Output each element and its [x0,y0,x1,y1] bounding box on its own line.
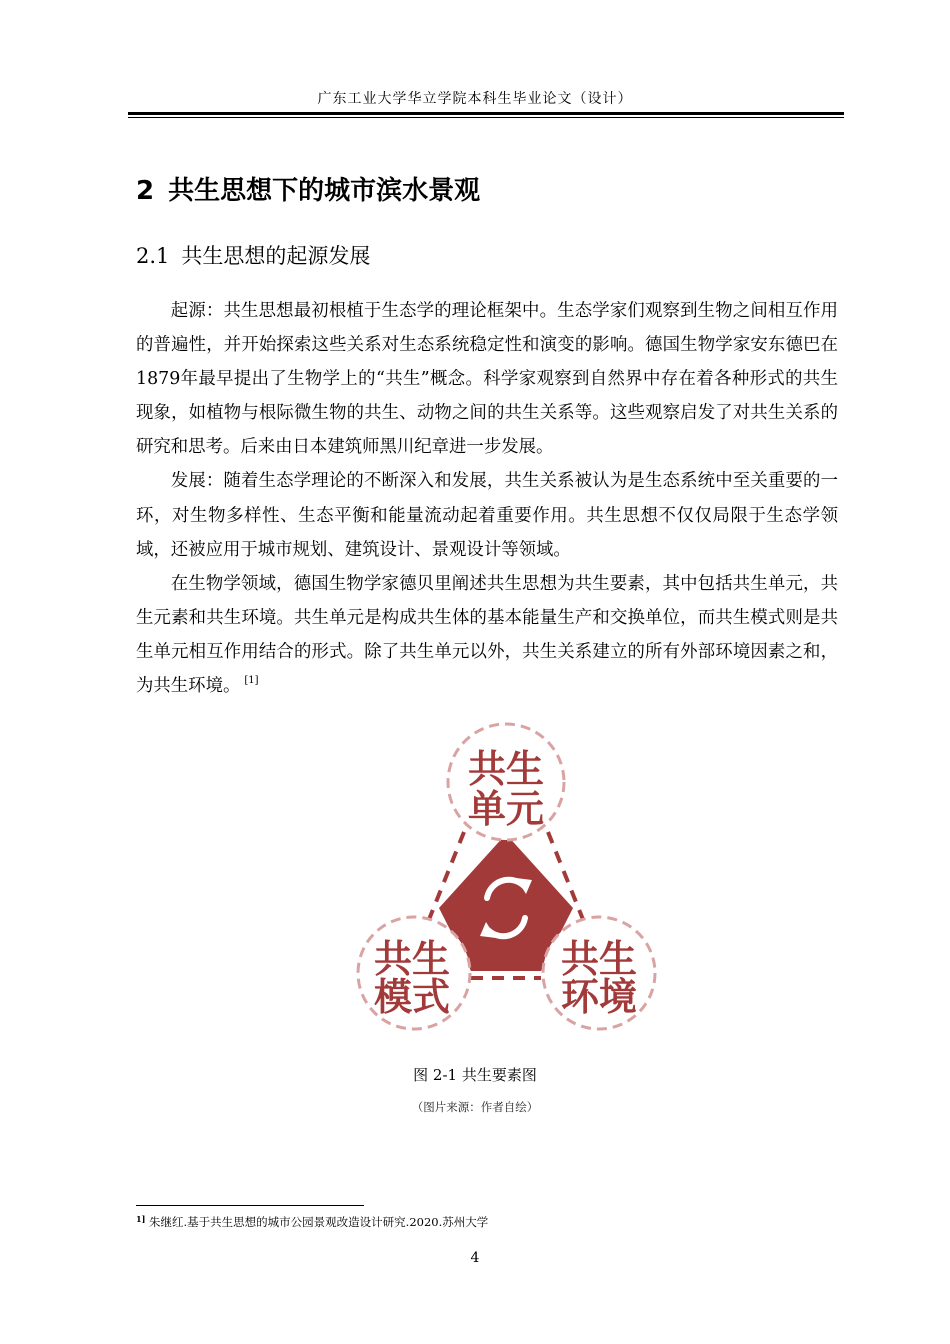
footnote-text: 朱继红.基于共生思想的城市公园景观改造设计研究.2020.苏州大学 [145,1215,489,1229]
paragraph-biology-text: 在生物学领域，德国生物学家德贝里阐述共生思想为共生要素，其中包括共生单元，共生元素和共生环境。共生单元是构成共生体的基本能量生产和交换单位，而共生模式则是共生单元相互作用结合的形式。除了共生单元以外，共生关系建立的所有外部环境因素之和，为共生环境。 [136,573,838,697]
label-left-line1: 共生 [373,937,451,981]
header-rule-thin [128,117,844,118]
paragraph-origin: 起源：共生思想最初根植于生态学的理论框架中。生态学家们观察到生物之间相互作用的普遍性，并开始探索这些关系对生态系统稳定性和演变的影响。德国生物学家安东德巴在1879年最早提出了生物学上的“共生”概念。科学家观察到自然界中存在着各种形式的共生现象，如植物与根际微生物的共生、动物之间的共生关系等。这些观察启发了对共生关系的研究和思考。后来由日本建筑师黑川纪章进一步发展。 [136,301,838,458]
label-top-line1: 共生 [467,747,545,791]
page-number: 4 [470,1250,480,1266]
paragraph-development: 发展：随着生态学理论的不断深入和发展，共生关系被认为是生态系统中至关重要的一环，对生物多样性、生态平衡和能量流动起着重要作用。共生思想不仅仅局限于生态学领域，还被应用于城市规划、建筑设计、景观设计等领域。 [136,471,838,560]
label-right-line2: 环境 [560,975,638,1019]
label-top-line2: 单元 [467,787,545,831]
section-number: 2.1 [136,244,170,268]
label-left-line2: 模式 [373,975,451,1019]
symbiosis-figure [346,722,666,1040]
footnote [136,1214,488,1230]
paragraph-biology [136,567,838,703]
footnote-rule [136,1205,364,1206]
label-right-line1: 共生 [560,937,638,981]
section-title: 共生思想的起源发展 [181,244,371,268]
chapter-title: 共生思想下的城市滨水景观 [168,176,481,206]
footnote-mark: 1] [136,1214,146,1224]
symbiosis-diagram [346,722,666,1040]
chapter-heading [136,170,480,207]
figure-source: （图片来源：作者自绘） [411,1100,539,1114]
running-header: 广东工业大学华立学院本科生毕业论文（设计） [317,91,633,107]
body-text [136,294,838,703]
figure-caption: 图 2-1 共生要素图 [413,1066,537,1084]
chapter-number: 2 [136,176,155,206]
citation-mark: [1] [244,675,259,687]
header-rule [128,112,844,115]
section-heading [136,240,370,270]
